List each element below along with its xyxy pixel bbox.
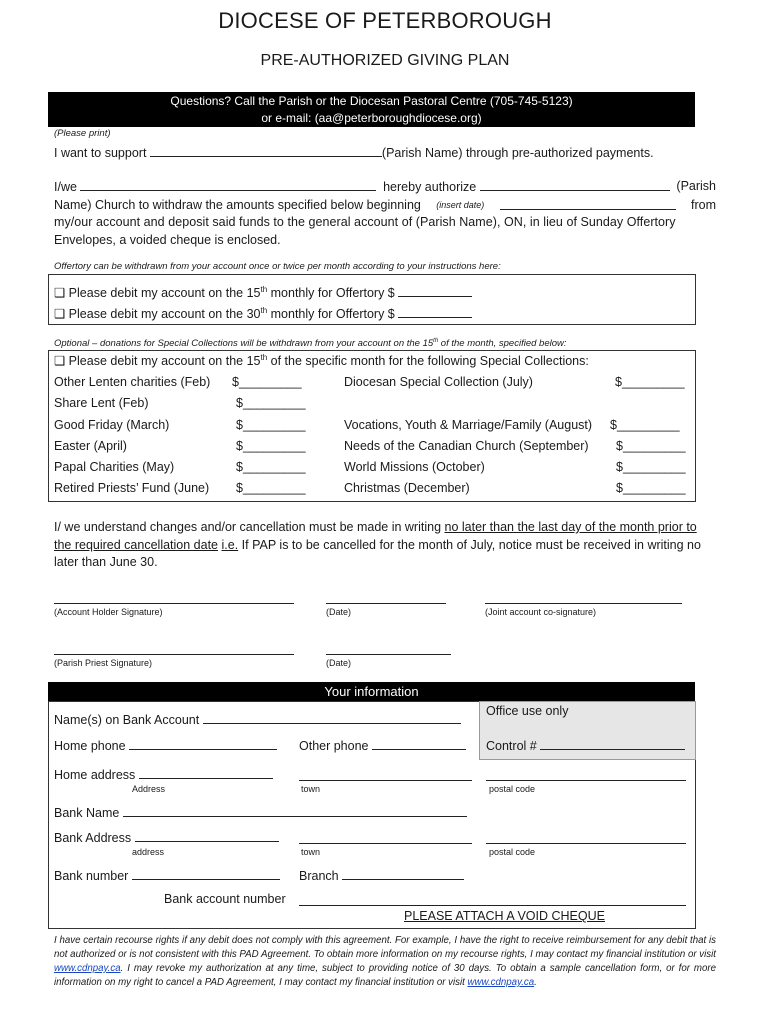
special-collections-note [54,338,567,349]
list-item [54,460,694,481]
bank-postal-field[interactable] [486,843,686,844]
control-number-label: Control # [486,739,537,753]
list-item [54,375,694,396]
collection-label: Christmas (December) [344,481,470,496]
p-line2-a: Name) Church to withdraw the amounts specified below beginning [54,197,421,212]
offertory-30-sup: th [260,305,268,315]
collection-label: Papal Charities (May) [54,460,175,475]
cancellation-example: If PAP is to be cancelled for the month of July, notice must be received in writing no later than June 30. [54,537,701,569]
insert-date-hint: (insert date) [436,199,485,210]
footer-text-3: . [534,977,537,988]
home-postal-field[interactable] [486,780,686,781]
collection-amount[interactable]: $_________ [236,460,306,475]
other-phone-row [299,737,466,753]
footer-text-2: . I may revoke my authorization at any time, subject to providing notice of 30 days. To obtain a sample cancellation form, or for more information on my right to cancel a PAD Agreement, I may contact my financial institution or visit [54,963,716,988]
collection-amount[interactable]: $_________ [232,375,302,389]
offertory-15-amount-field[interactable] [398,284,472,297]
we-mid: hereby authorize [383,180,477,194]
footer-text-1: I have certain recourse rights if any debit does not comply with this agreement. For example, I have the right to receive reimbursement for any debit that is not authorized or is not consistent with this PAD Agreement. To obtain more information on my recourse rights, I may contact my financial institution or visit [54,935,716,960]
contact-line-2: or e-mail: (aa@peterboroughdiocese.org) [261,111,482,125]
support-suffix: (Parish Name) through pre-authorized payments. [381,146,654,160]
names-on-account-label: Name(s) on Bank Account [54,713,200,727]
voided-cheque-note: a voided cheque is enclosed [119,232,278,247]
your-information-header: Your information [48,682,695,701]
offertory-30-suffix: monthly for Offertory $ [267,307,395,321]
collection-amount[interactable]: $_________ [616,460,686,475]
form-subtitle: PRE-AUTHORIZED GIVING PLAN [260,52,510,69]
page-title: DIOCESE OF PETERBOROUGH [218,8,552,33]
bank-town-sublabel: town [301,847,321,857]
collection-amount[interactable]: $_________ [610,417,680,432]
collection-amount[interactable]: $_________ [615,375,685,389]
collection-label: Easter (April) [54,438,127,453]
bank-number-row [54,867,280,883]
home-phone-label: Home phone [54,739,126,753]
bank-town-field[interactable] [299,843,472,844]
account-holder-signature-label: (Account Holder Signature) [54,607,163,617]
parish-name-field[interactable] [150,144,382,157]
collection-amount[interactable]: $_________ [236,396,306,411]
collection-label: Good Friday (March) [54,417,170,432]
account-holder-signature-line[interactable] [54,603,294,604]
priest-signature-line[interactable] [54,654,294,655]
church-field[interactable] [480,178,670,191]
names-on-account-field[interactable] [203,711,461,724]
collection-label: Diocesan Special Collection (July) [344,375,533,389]
offertory-note: Offertory can be withdrawn from your account once or twice per month according to your instructions here: [54,261,501,272]
collection-label: World Missions (October) [344,460,485,475]
special-head-b: of the specific month for the following Special Collections: [267,354,589,369]
authorization-paragraph [54,178,716,249]
collection-label: Share Lent (Feb) [54,396,149,411]
collection-amount[interactable]: $_________ [236,481,306,496]
branch-label: Branch [299,869,339,883]
p-line2-b: from [690,197,716,212]
special-collections-header[interactable] [54,353,589,368]
cdnpay-link-1[interactable]: www.cdnpay.ca [54,963,121,974]
cancellation-deadline: no later than the last day of the month prior to the required cancellation date [54,520,697,552]
collection-label: Other Lenten charities (Feb) [54,375,211,389]
list-item [54,418,694,439]
branch-field[interactable] [342,867,464,880]
we-prefix: I/we [54,180,77,194]
special-note-a: Optional – donations for Special Collections will be withdrawn from your account on the 15 [54,338,434,350]
start-date-field[interactable] [500,197,676,210]
bank-name-field[interactable] [123,804,467,817]
home-phone-field[interactable] [129,737,277,750]
bank-name-label: Bank Name [54,806,120,820]
collection-amount[interactable]: $_________ [236,417,306,432]
contact-bar [48,92,695,127]
offertory-15-sup: th [260,284,268,294]
priest-signature-label: (Parish Priest Signature) [54,658,153,668]
collection-amount[interactable]: $_________ [616,481,686,496]
offertory-30-amount-field[interactable] [398,305,472,318]
bank-name-row [54,804,467,820]
list-item [54,481,694,502]
cdnpay-link-2[interactable]: www.cdnpay.ca [467,977,535,988]
date-line-2[interactable] [326,654,451,655]
bank-address-field[interactable] [135,829,279,842]
cancellation-a: I/ we understand changes and/or cancellation must be made in writing [54,520,442,534]
p-line3: my/our account and deposit said funds to the general account of (Parish Name), ON, in lieu of Sunday Offertory [54,215,676,229]
offertory-15-text: ❑ Please debit my account on the 15 [54,286,261,300]
offertory-option-30[interactable] [54,305,472,321]
other-phone-label: Other phone [299,739,369,753]
names-on-account-row [54,711,461,727]
home-town-field[interactable] [299,780,472,781]
support-line [54,144,654,160]
control-number-field[interactable] [540,738,685,750]
date-label-2: (Date) [326,658,352,668]
home-phone-row [54,737,277,753]
special-note-b: of the month, specified below: [438,338,567,350]
please-print-note: (Please print) [54,128,111,139]
offertory-30-text: ❑ Please debit my account on the 30 [54,307,261,321]
offertory-option-15[interactable] [54,284,472,300]
date-label-1: (Date) [326,607,352,617]
bank-address-sublabel: address [132,847,165,857]
date-line-1[interactable] [326,603,446,604]
names-field[interactable] [80,178,376,191]
account-number-label: Bank account number [164,892,286,906]
town-sublabel: town [301,784,321,794]
home-address-label: Home address [54,768,136,782]
joint-signature-label: (Joint account co-signature) [485,607,597,617]
contact-line-1: Questions? Call the Parish or the Diocesan Pastoral Centre (705-745-5123) [170,94,573,108]
recourse-rights-footer [54,934,716,990]
collection-amount[interactable]: $_________ [236,438,306,453]
list-item [54,439,694,460]
collection-label: Vocations, Youth & Marriage/Family (August) [344,417,593,432]
attach-void-cheque-note: PLEASE ATTACH A VOID CHEQUE [404,909,605,923]
collection-label: Needs of the Canadian Church (September) [344,438,589,453]
bank-number-field[interactable] [132,867,280,880]
home-address-row [54,766,273,782]
account-number-field[interactable] [299,905,686,906]
joint-signature-line[interactable] [485,603,682,604]
list-item [54,396,694,417]
bank-address-row [54,829,279,845]
office-use-title: Office use only [486,704,569,718]
address-sublabel: Address [132,784,166,794]
collection-label: Retired Priests’ Fund (June) [54,481,210,496]
special-head-a: ❑ Please debit my account on the 15 [54,354,261,369]
bank-address-label: Bank Address [54,831,132,845]
support-prefix: I want to support [54,146,147,160]
p-line4-c: . [277,232,281,247]
other-phone-field[interactable] [372,737,466,750]
special-collections-list [54,375,694,503]
home-address-field[interactable] [139,766,273,779]
special-head-sup: th [260,353,268,362]
postal-sublabel: postal code [489,784,536,794]
collection-amount[interactable]: $_________ [616,438,686,453]
cancellation-ie: i.e. [221,537,239,552]
p-line4-a: Envelopes, [54,232,116,247]
offertory-15-suffix: monthly for Offertory $ [267,286,395,300]
cancellation-paragraph [54,519,714,572]
bank-postal-sublabel: postal code [489,847,536,857]
bank-number-label: Bank number [54,869,129,883]
we-end: (Parish [676,179,716,193]
branch-row [299,867,464,883]
control-number-row [486,738,685,753]
special-note-sup: th [433,338,439,344]
